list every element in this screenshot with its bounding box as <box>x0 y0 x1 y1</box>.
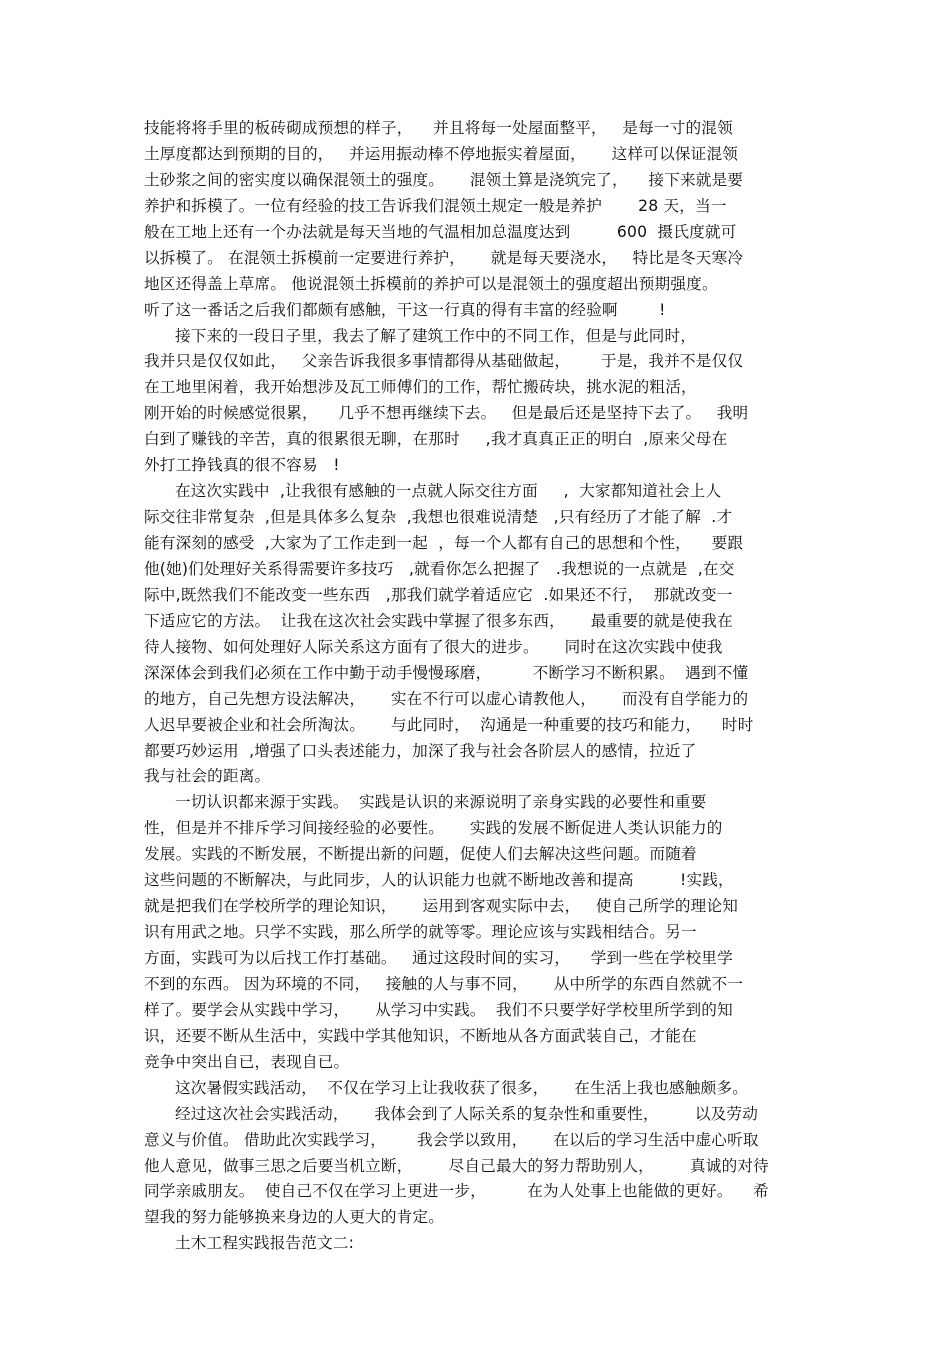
text-line: 际交往非常复杂 ,但是具体多么复杂 ,我想也很难说清楚 ,只有经历了才能了解 .才 <box>144 508 733 527</box>
text-line: 识有用武之地。只学不实践，那么所学的就等零。理论应该与实践相结合。另一 <box>144 923 697 942</box>
text-line: 刚开始的时候感觉很累， 几乎不想再继续下去。 但是最后还是坚持下去了。 我明 <box>144 404 749 423</box>
text-line: 人迟早要被企业和社会所淘汰。 与此同时， 沟通是一种重要的技巧和能力， 时时 <box>144 715 754 734</box>
text-line: 识，还要不断从生活中，实践中学其他知识，不断地从各方面武装自己，才能在 <box>144 1026 697 1045</box>
text-line: 待人接物、如何处理好人际关系这方面有了很大的进步。 同时在这次实践中使我 <box>144 637 723 656</box>
text-line: 接下来的一段日子里，我去了解了建筑工作中的不同工作，但是与此同时， <box>144 326 697 345</box>
text-line: 他(她)们处理好关系得需要许多技巧 ,就看你怎么把握了 .我想说的一点就是 ,在交 <box>144 559 735 578</box>
text-line: 际中,既然我们不能改变一些东西 ,那我们就学着适应它 .如果还不行， 那就改变一 <box>144 585 733 604</box>
text-line: 不到的东西。 因为环境的不同， 接触的人与事不同， 从中所学的东西自然就不一 <box>144 974 744 993</box>
text-line: 以拆模了。 在混领土拆模前一定要进行养护， 就是每天要浇水， 特比是冬天寒冷 <box>144 248 744 267</box>
text-line: 土木工程实践报告范文二: <box>144 1234 355 1253</box>
text-line: 他人意见，做事三思之后要当机立断， 尽自己最大的努力帮助别人， 真诚的对待 <box>144 1156 769 1175</box>
text-line: 技能将将手里的板砖砌成预想的样子， 并且将每一处屋面整平， 是每一寸的混领 <box>144 119 733 137</box>
text-line: 深深体会到我们必须在工作中勤于动手慢慢琢磨， 不断学习不断积累。 遇到不懂 <box>144 663 749 682</box>
text-line: 同学亲戚朋友。 使自己不仅在学习上更进一步， 在为人处事上也能做的更好。 希 <box>144 1182 769 1201</box>
text-line: 般在工地上还有一个办法就是每天当地的气温相加总温度达到 600 摄氏度就可 <box>144 222 737 241</box>
text-line: 土砂浆之间的密实度以确保混领土的强度。 混领土算是浇筑完了， 接下来就是要 <box>144 170 744 189</box>
text-line: 经过这次社会实践活动， 我体会到了人际关系的复杂性和重要性， 以及劳动 <box>144 1104 759 1123</box>
text-line: 意义与价值。 借助此次实践学习， 我会学以致用， 在以后的学习生活中虚心听取 <box>144 1130 759 1149</box>
text-line: 都要巧妙运用 ,增强了口头表述能力，加深了我与社会各阶层人的感情，拉近了 <box>144 741 697 760</box>
text-line: 这次暑假实践活动， 不仅在学习上让我收获了很多， 在生活上我也感触颇多。 <box>144 1078 749 1097</box>
text-line: 发展。实践的不断发展，不断提出新的问题，促使人们去解决这些问题。而随着 <box>144 845 697 864</box>
text-line: 白到了赚钱的辛苦，真的很累很无聊，在那时 ,我才真真正正的明白 ,原来父母在 <box>144 430 728 449</box>
text-line: 样了。要学会从实践中学习， 从学习中实践。 我们不只要学好学校里所学到的知 <box>144 1000 733 1019</box>
text-line: 在这次实践中 ,让我很有感触的一点就人际交往方面 , 大家都知道社会上人 <box>144 482 722 501</box>
text-line: 在工地里闲着，我开始想涉及瓦工师傅们的工作，帮忙搬砖块，挑水泥的粗活， <box>144 378 697 397</box>
text-line: 外打工挣钱真的很不容易 ! <box>144 456 340 475</box>
text-line: 下适应它的方法。 让我在这次社会实践中掌握了很多东西， 最重要的就是使我在 <box>144 611 733 630</box>
text-line: 竞争中突出自已，表现自已。 <box>144 1052 350 1071</box>
text-line: 性，但是并不排斥学习间接经验的必要性。 实践的发展不断促进人类认识能力的 <box>144 819 723 838</box>
text-line: 方面，实践可为以后找工作打基础。 通过这段时间的实习， 学到一些在学校里学 <box>144 949 733 967</box>
text-line: 听了这一番话之后我们都颇有感触，干这一行真的得有丰富的经验啊 ! <box>144 300 666 319</box>
body-text <box>144 116 814 1257</box>
text-line: 能有深刻的感受 ,大家为了工作走到一起 ，每一个人都有自己的思想和个性， 要跟 <box>144 534 744 552</box>
text-line: 养护和拆模了。一位有经验的技工告诉我们混领土规定一般是养护 28 天，当一 <box>144 196 727 215</box>
text-line: 土厚度都达到预期的目的， 并运用振动棒不停地振实着屋面， 这样可以保证混领 <box>144 144 739 163</box>
text-line: 这些问题的不断解决，与此同步，人的认识能力也就不断地改善和提高 !实践， <box>144 871 734 890</box>
text-line: 一切认识都来源于实践。 实践是认识的来源说明了亲身实践的必要性和重要 <box>144 793 707 812</box>
text-line: 就是把我们在学校所学的理论知识， 运用到客观实际中去， 使自己所学的理论知 <box>144 897 739 916</box>
text-line: 我与社会的距离。 <box>144 767 271 786</box>
text-line: 望我的努力能够换来身边的人更大的肯定。 <box>144 1208 445 1227</box>
text-line: 地区还得盖上草席。 他说混领土拆模前的养护可以是混领土的强度超出预期强度。 <box>144 274 718 293</box>
text-line: 的地方，自己先想方设法解决， 实在不行可以虚心请教他人， 而没有自学能力的 <box>144 689 749 708</box>
text-line: 我并只是仅仅如此， 父亲告诉我很多事情都得从基础做起， 于是，我并不是仅仅 <box>144 352 744 371</box>
